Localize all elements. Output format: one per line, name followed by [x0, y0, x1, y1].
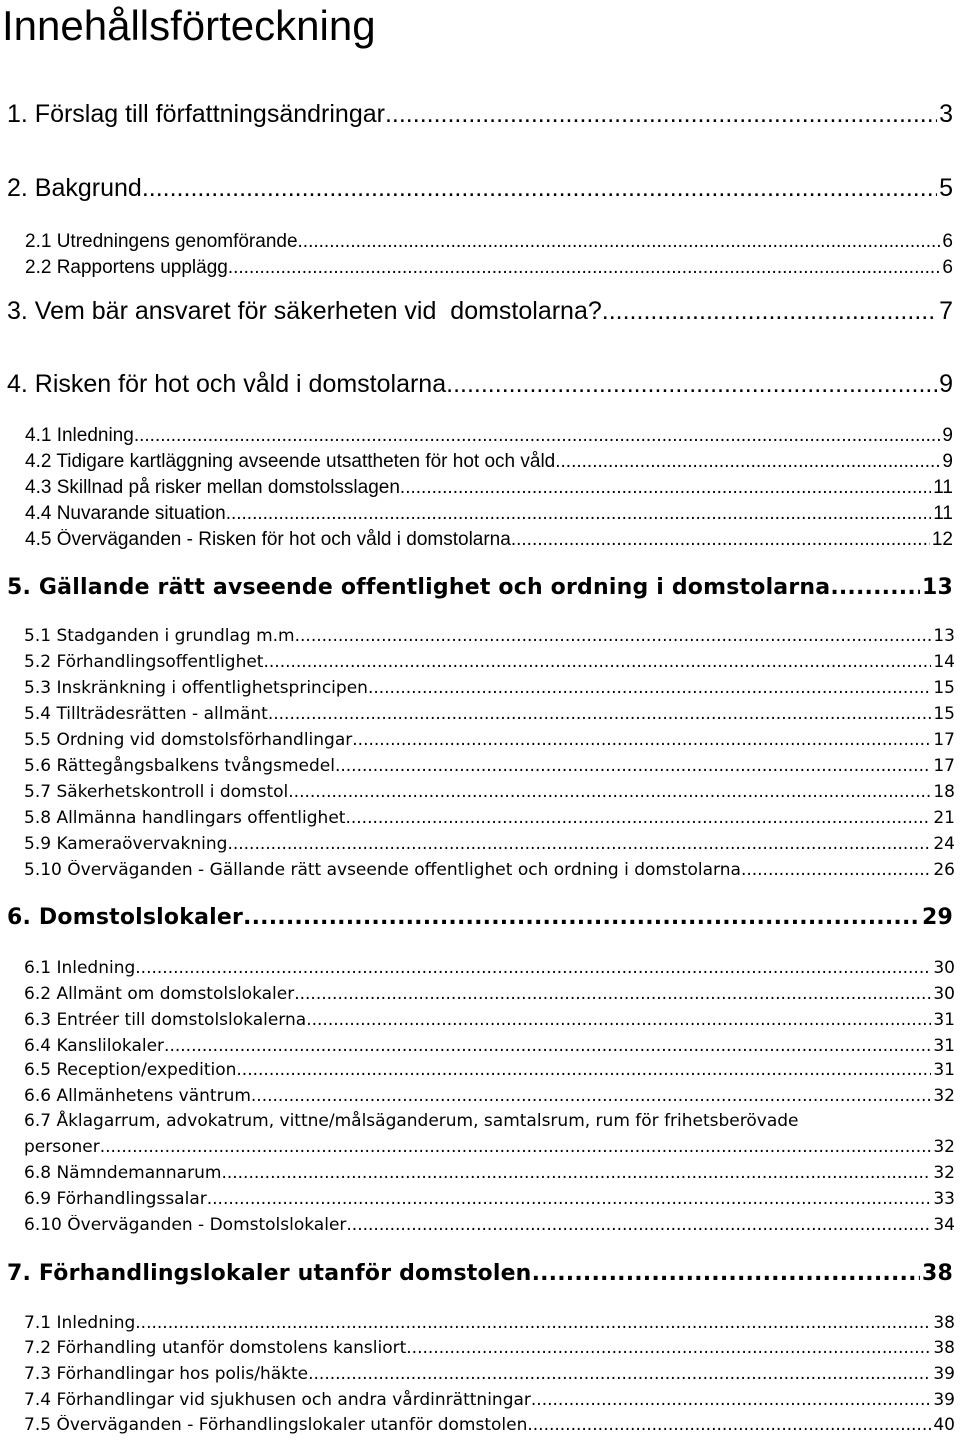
toc-entry-page: 5: [939, 174, 953, 202]
toc-entry-label: 5.3 Inskränkning i offentlighetsprincipen: [24, 678, 368, 698]
toc-entry-label: 5.8 Allmänna handlingars offentlighet: [24, 808, 346, 828]
toc-entry-page: 31: [933, 1010, 955, 1030]
toc-entry-label: 5.1 Stadganden i grundlag m.m.: [24, 626, 301, 646]
toc-entry-7-5[interactable]: [24, 1415, 955, 1435]
toc-entry-7-1[interactable]: [24, 1313, 955, 1333]
toc-entry-page: 39: [933, 1364, 955, 1384]
toc-entry-label: 5. Gällande rätt avseende offentlighet och ordning i domstolarna: [7, 575, 831, 600]
toc-entry-page: 9: [942, 425, 953, 446]
toc-entry-2-1[interactable]: [25, 231, 953, 253]
toc-entry-page: 31: [933, 1036, 955, 1056]
toc-entry-label: 6.9 Förhandlingssalar: [24, 1189, 207, 1209]
page-title: Innehållsförteckning: [2, 2, 376, 49]
toc-entry-page: 30: [933, 984, 955, 1004]
toc-entry-5-10[interactable]: [24, 860, 955, 880]
toc-entry-page: 32: [933, 1137, 955, 1157]
toc-entry-label: 4.1 Inledning: [25, 425, 134, 446]
toc-entry-7[interactable]: [7, 1261, 953, 1286]
toc-entry-page: 32: [933, 1086, 955, 1106]
toc-entry-5-9[interactable]: [24, 834, 955, 854]
toc-entry-label: 4.4 Nuvarande situation: [25, 503, 226, 524]
toc-entry-label: 5.9 Kameraövervakning: [24, 834, 228, 854]
toc-entry-page: 17: [933, 756, 955, 776]
toc-entry-3[interactable]: [7, 297, 953, 326]
toc-entry-page: 11: [933, 503, 953, 524]
toc-entry-page: 34: [933, 1215, 955, 1235]
toc-entry-5-7[interactable]: [24, 782, 955, 802]
toc-entry-5-8[interactable]: [24, 808, 955, 828]
toc-entry-page: 18: [933, 782, 955, 802]
toc-entry-page: 13: [921, 575, 953, 600]
toc-entry-page: 13: [933, 626, 955, 646]
toc-entry-6-3[interactable]: [24, 1010, 955, 1030]
toc-entry-label: 2.1 Utredningens genomförande: [25, 231, 298, 252]
toc-entry-1[interactable]: [7, 100, 953, 129]
toc-entry-6-2[interactable]: [24, 984, 955, 1004]
toc-entry-page: 15: [933, 704, 955, 724]
toc-entry-6-1[interactable]: [24, 958, 955, 978]
toc-entry-label: 2. Bakgrund: [7, 174, 142, 202]
toc-entry-5-6[interactable]: [24, 756, 955, 776]
toc-entry-2[interactable]: [7, 174, 953, 203]
toc-entry-label: 6. Domstolslokaler: [7, 905, 244, 930]
toc-entry-6-7[interactable]: [24, 1137, 955, 1157]
toc-entry-page: 26: [933, 860, 955, 880]
toc-entry-label: 6.8 Nämndemannarum: [24, 1163, 222, 1183]
toc-entry-label: 7.5 Överväganden - Förhandlingslokaler utanför domstolen: [24, 1415, 528, 1435]
toc-entry-label: 7.3 Förhandlingar hos polis/häkte: [24, 1364, 309, 1384]
toc-entry-label: 5.2 Förhandlingsoffentlighet: [24, 652, 264, 672]
toc-entry-4-1[interactable]: [25, 425, 953, 447]
toc-entry-label: 6.4 Kanslilokaler: [24, 1036, 165, 1056]
toc-entry-4[interactable]: [7, 370, 953, 399]
toc-entry-label: 5.7 Säkerhetskontroll i domstol: [24, 782, 289, 802]
toc-entry-page: 38: [933, 1338, 955, 1358]
toc-entry-label: 3. Vem bär ansvaret för säkerheten vid domstolarna?: [7, 297, 602, 325]
toc-entry-6[interactable]: [7, 905, 953, 930]
toc-entry-page: 6: [942, 257, 953, 278]
toc-entry-label: 6.6 Allmänhetens väntrum: [24, 1086, 251, 1106]
toc-entry-7-2[interactable]: [24, 1338, 955, 1358]
toc-entry-label: 6.10 Överväganden - Domstolslokaler: [24, 1215, 347, 1235]
toc-entry-7-3[interactable]: [24, 1364, 955, 1384]
toc-entry-label: 6.3 Entréer till domstolslokalerna: [24, 1010, 307, 1030]
toc-entry-page: 7: [939, 297, 953, 325]
toc-entry-5-3[interactable]: [24, 678, 955, 698]
toc-entry-page: 14: [933, 652, 955, 672]
toc-entry-5-2[interactable]: [24, 652, 955, 672]
toc-entry-label: 6.5 Reception/expedition: [24, 1060, 237, 1080]
toc-entry-label: 1. Förslag till författningsändringar: [7, 100, 385, 128]
toc-entry-label: 4.3 Skillnad på risker mellan domstolsslagen: [25, 477, 400, 498]
toc-entry-label: 5.10 Överväganden - Gällande rätt avseende offentlighet och ordning i domstolarna: [24, 860, 741, 880]
toc-entry-5-4[interactable]: [24, 704, 955, 724]
toc-entry-5-1[interactable]: [24, 626, 955, 646]
toc-entry-4-5[interactable]: [25, 529, 953, 551]
toc-entry-4-3[interactable]: [25, 477, 953, 499]
toc-entry-label: 2.2 Rapportens upplägg: [25, 257, 228, 278]
toc-entry-page: 29: [921, 905, 953, 930]
toc-entry-page: 11: [933, 477, 953, 498]
toc-entry-page: 33: [933, 1189, 955, 1209]
toc-entry-page: 30: [933, 958, 955, 978]
toc-entry-page: 24: [933, 834, 955, 854]
toc-entry-5-5[interactable]: [24, 730, 955, 750]
toc-entry-6-5[interactable]: [24, 1060, 955, 1080]
toc-entry-label: 7.2 Förhandling utanför domstolens kansliort: [24, 1338, 407, 1358]
toc-entry-label: 7.4 Förhandlingar vid sjukhusen och andra vårdinrättningar: [24, 1390, 531, 1410]
toc-entry-6-9[interactable]: [24, 1189, 955, 1209]
toc-entry-page: 38: [933, 1313, 955, 1333]
toc-entry-label: 7. Förhandlingslokaler utanför domstolen: [7, 1261, 532, 1286]
toc-entry-6-7-first-line[interactable]: 6.7 Åklagarrum, advokatrum, vittne/målsäganderum, samtalsrum, rum för frihetsberövade: [24, 1111, 799, 1131]
toc-entry-page: 3: [939, 100, 953, 128]
toc-entry-label: 4.2 Tidigare kartläggning avseende utsattheten för hot och våld: [25, 451, 556, 472]
toc-entry-label: 5.4 Tillträdesrätten - allmänt: [24, 704, 268, 724]
toc-entry-page: 6: [942, 231, 953, 252]
toc-entry-6-6[interactable]: [24, 1086, 955, 1106]
toc-entry-4-4[interactable]: [25, 503, 953, 525]
toc-entry-page: 31: [933, 1060, 955, 1080]
toc-entry-page: 32: [933, 1163, 955, 1183]
toc-entry-7-4[interactable]: [24, 1390, 955, 1410]
toc-entry-5[interactable]: [7, 575, 953, 600]
toc-entry-label: 6.2 Allmänt om domstolslokaler: [24, 984, 295, 1004]
toc-entry-6-8[interactable]: [24, 1163, 955, 1183]
toc-entry-6-4[interactable]: [24, 1036, 955, 1056]
toc-entry-page: 15: [933, 678, 955, 698]
toc-entry-2-2[interactable]: [25, 257, 953, 279]
toc-entry-label: 7.1 Inledning: [24, 1313, 136, 1333]
toc-entry-6-10[interactable]: [24, 1215, 955, 1235]
toc-entry-page: 38: [921, 1261, 953, 1286]
toc-entry-4-2[interactable]: [25, 451, 953, 473]
toc-entry-page: 21: [933, 808, 955, 828]
toc-entry-page: 12: [931, 529, 953, 550]
toc-entry-page: 40: [933, 1415, 955, 1435]
toc-entry-label: 5.5 Ordning vid domstolsförhandlingar: [24, 730, 353, 750]
toc-entry-label: 4.5 Överväganden - Risken för hot och våld i domstolarna: [25, 529, 511, 550]
toc-entry-page: 17: [933, 730, 955, 750]
toc-entry-label: 4. Risken för hot och våld i domstolarna: [7, 370, 447, 398]
toc-entry-page: 9: [939, 370, 953, 398]
toc-entry-label: 5.6 Rättegångsbalkens tvångsmedel: [24, 756, 335, 776]
toc-entry-page: 9: [942, 451, 953, 472]
toc-entry-page: 39: [933, 1390, 955, 1410]
toc-entry-label: 6.1 Inledning: [24, 958, 136, 978]
toc-entry-label: personer: [24, 1137, 100, 1157]
